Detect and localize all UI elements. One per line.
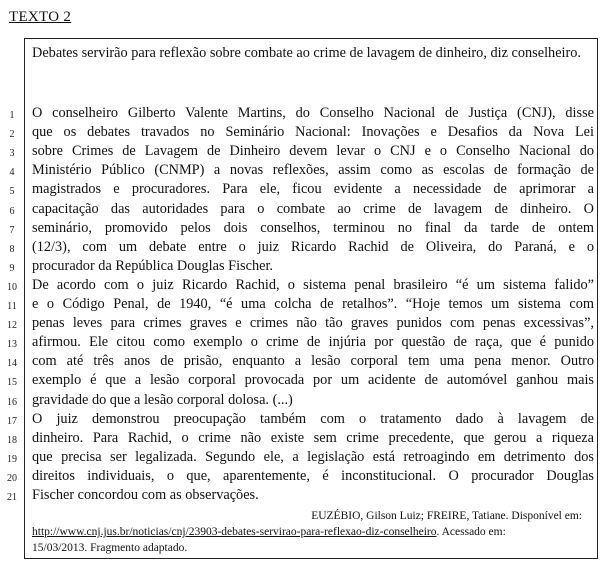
text-line: capacitação das autoridades para o combate ao crime de lavagem de dinheiro. O [32, 201, 594, 217]
text-line: procurador da República Douglas Fischer. [32, 258, 273, 274]
line-number: 4 [9, 167, 15, 178]
source-authors: EUZÉBIO, Gilson Luiz; FREIRE, Tatiane. Disponível em: [311, 510, 582, 522]
text-line: Ministério Público (CNMP) a novas reflexões, assim como as escolas de formação de [32, 162, 594, 178]
text-line: afirmou. Ele citou como exemplo o crime de injúria por questão de raça, que é punido [32, 334, 594, 350]
text-line: magistrados e procuradores. Para ele, ficou evidente a necessidade de aprimorar a [32, 181, 594, 197]
source-link[interactable]: http://www.cnj.jus.br/noticias/cnj/23903-debates-servirao-para-reflexao-diz-conselheiro [32, 526, 437, 538]
text-line: De acordo com o juiz Ricardo Rachid, o sistema penal brasileiro “é um sistema falido” [32, 277, 594, 293]
text-line: seminário, promovido pelos dois conselhos, terminou no final da tarde de ontem [32, 220, 594, 236]
article-subtitle: Debates servirão para reflexão sobre combate ao crime de lavagem de dinheiro, diz conselheiro. [32, 45, 581, 61]
line-number: 19 [7, 454, 17, 465]
text-line: que os debates travados no Seminário Nacional: Inovações e Desafios da Nova Lei [32, 124, 594, 140]
text-line: e o Código Penal, de 1940, “é uma colcha de retalhos”. “Hoje temos um sistema com [32, 296, 594, 312]
source-date: 15/03/2013. Fragmento adaptado. [32, 542, 188, 554]
text-line: dinheiro. Para Rachid, o crime não existe sem crime precedente, que gerou a riqueza [32, 430, 594, 446]
line-number: 8 [9, 244, 15, 255]
line-number: 3 [9, 148, 15, 159]
text-line: que precisa ser legalizada. Segundo ele, a legislação está retroagindo em detrimento dos [32, 449, 594, 465]
line-number: 7 [9, 225, 15, 236]
line-number: 6 [9, 206, 15, 217]
line-number: 5 [9, 186, 15, 197]
line-number: 17 [7, 416, 17, 427]
text-line: direitos individuais, o que, aparentemente, é inconstitucional. O procurador Douglas [32, 468, 594, 484]
line-number: 18 [7, 435, 17, 446]
line-number: 15 [7, 377, 17, 388]
line-number: 12 [7, 320, 17, 331]
text-line: gravidade do que a lesão corporal dolosa. (...) [32, 392, 293, 408]
line-number: 21 [7, 492, 17, 503]
text-line: com até três anos de prisão, enquanto a lesão corporal tem uma pena menor. Outro [32, 353, 594, 369]
line-number: 11 [7, 301, 17, 312]
line-number: 9 [9, 263, 15, 274]
text-heading: TEXTO 2 [9, 9, 72, 25]
text-line: exemplo é que a lesão corporal provocada por um acidente de automóvel ganhou mais [32, 372, 594, 388]
text-line: O conselheiro Gilberto Valente Martins, do Conselho Nacional de Justiça (CNJ), disse [32, 105, 594, 121]
line-number: 1 [9, 110, 15, 121]
line-number: 14 [7, 358, 17, 369]
line-number: 10 [7, 282, 17, 293]
source-accessed: . Acessado em: [436, 526, 506, 538]
line-number: 2 [9, 129, 15, 140]
line-number: 16 [7, 397, 17, 408]
line-number: 13 [7, 339, 17, 350]
text-line: sobre Crimes de Lavagem de Dinheiro devem levar o CNJ e o Conselho Nacional do [32, 143, 594, 159]
line-number: 20 [7, 473, 17, 484]
text-line: O juiz demonstrou preocupação também com o tratamento dado à lavagem de [32, 411, 594, 427]
text-line: penas leves para crimes graves e crimes não tão graves punidos com penas excessivas”, [32, 315, 594, 331]
source-url-line [32, 524, 582, 540]
text-line: Fischer concordou com as observações. [32, 487, 259, 503]
text-line: (12/3), com um debate entre o juiz Ricardo Rachid de Oliveira, do Paraná, e o [32, 239, 594, 255]
